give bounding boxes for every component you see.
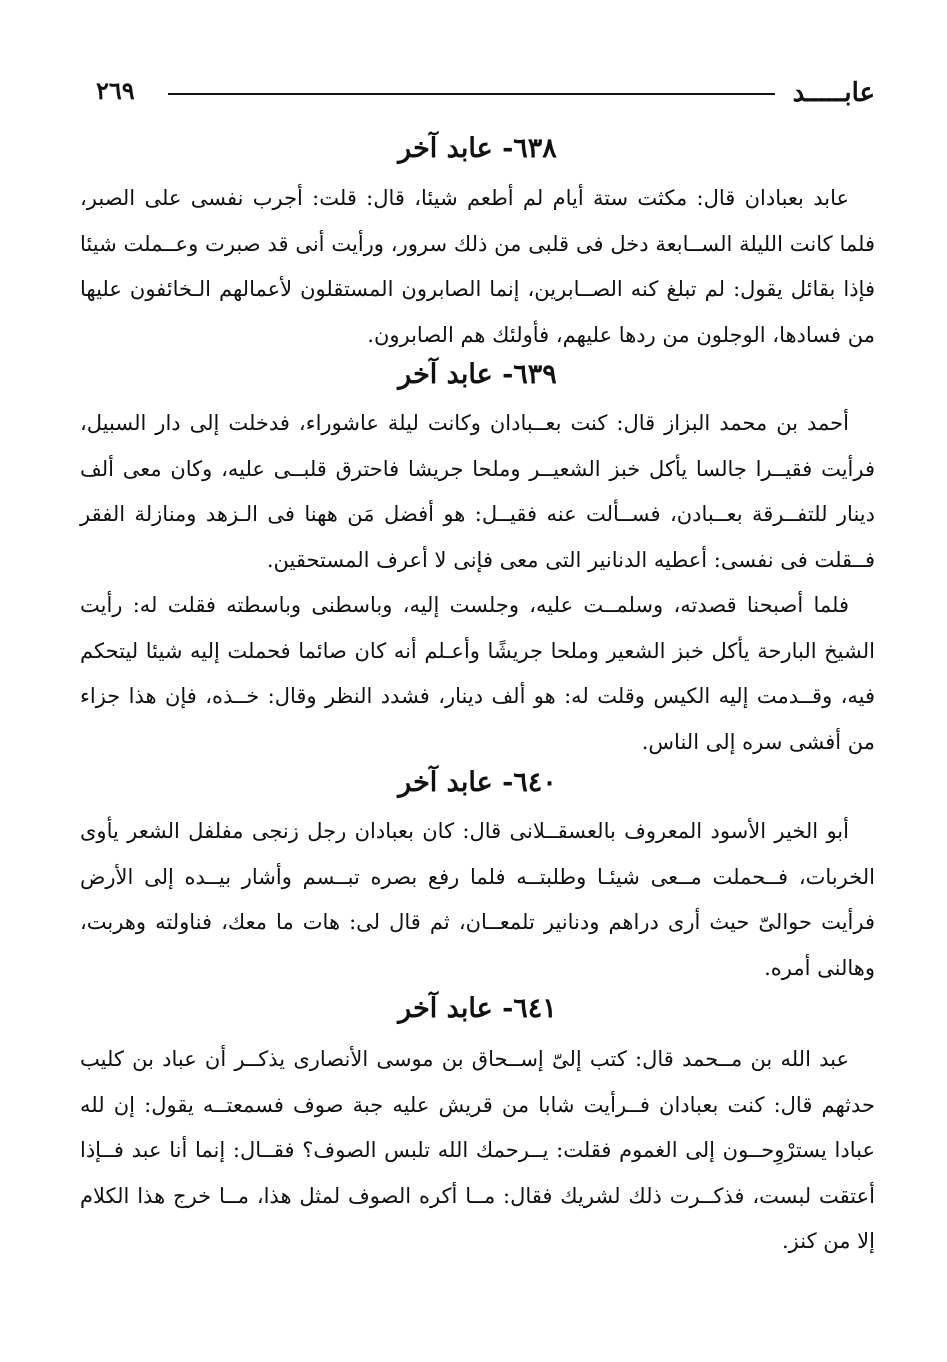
section-heading-640: ٦٤٠- عابد آخر xyxy=(398,767,557,798)
section-heading-639: ٦٣٩- عابد آخر xyxy=(398,359,557,390)
running-header xyxy=(96,76,875,116)
page-number: ٢٦٩ xyxy=(96,76,135,105)
section-heading-638: ٦٣٨- عابد آخر xyxy=(398,133,557,164)
paragraph: أبو الخير الأسود المعروف بالعسقــلانى قال: كان بعبادان رجل زنجى مفلفل الشعر يأوى الخربات، فــحملت مــعى شيئـا وطلبتــه فلما رفع بصره تبــسم وأشار بيــده إلى الأرض فرأيت حوالىّ حيث أرى دراهم ودنانير تلمعــان، ثم قال لى: هات ما معك، فناولته وهربت، وهالنى أمره. xyxy=(80,819,875,980)
paragraph: عبد الله بن مــحمد قال: كتب إلىّ إســحاق بن موسى الأنصارى يذكــر أن عباد بن كليب حدثهم قال: كنت بعبادان فــرأيت شابا من قريش عليه جبة صوف فسمعتــه يقول: إن لله عبادا يسترْوِحــون إلى الغموم فقلت: يــرحمك الله تلبس الصوف؟ فقــال: إنما أنا عبد فــإذا أعتقت لبست، فذكــرت ذلك لشريك فقال: مــا أكره الصوف لمثل هذا، مــا خرج هذا الكلام إلا من كنز. xyxy=(80,1047,875,1253)
paragraph: عابد بعبادان قال: مكثت ستة أيام لم أطعم شيئا، قال: قلت: أجرب نفسى على الصبر، فلما كانت الليلة الســابعة دخل فى قلبى من ذلك سرور، ورأيت أنى قد صبرت وعــملت شيئا فإذا بقائل يقول: لم تبلغ كنه الصــابرين، إنما الصابرون المستقلون لأعمالهم الـخائفون عليها من فسادها، الوجلون من ردها عليهم، فأولئك هم الصابرون. xyxy=(80,186,875,347)
running-title: عابـــــد xyxy=(792,78,875,108)
paragraph: فلما أصبحنا قصدته، وسلمــت عليه، وجلست إليه، وباسطنى وباسطته فقلت له: رأيت الشيخ البارحة يأكل خبز الشعير وملحا جريشًا وأعـلم أنه كان صائما فحملت إليه شيئا ليتحكم فيه، وقــدمت إليه الكيس وقلت له: هو ألف دينار، فشدد النظر وقال: خــذه، فإن هذا جزاء من أفشى سره إلى الناس. xyxy=(80,593,875,754)
section-heading-641: ٦٤١- عابد آخر xyxy=(398,993,557,1024)
paragraph: أحمد بن محمد البزاز قال: كنت بعــبادان وكانت ليلة عاشوراء، فدخلت إلى دار السبيل، فرأيت فقيــرا جالسا يأكل خبز الشعيــر وملحا جريشا فاحترق قلبــى عليه، وكان معى ألف دينار للتفــرقة بعــبادن، فســألت عنه فقيــل: هو أفضل مَن ههنا فى الـزهد ومنازلة الفقر فــقلت فى نفسى: أعطيه الدنانير التى معى فإنى لا أعرف المستحقين. xyxy=(80,411,875,572)
header-rule xyxy=(168,93,775,95)
